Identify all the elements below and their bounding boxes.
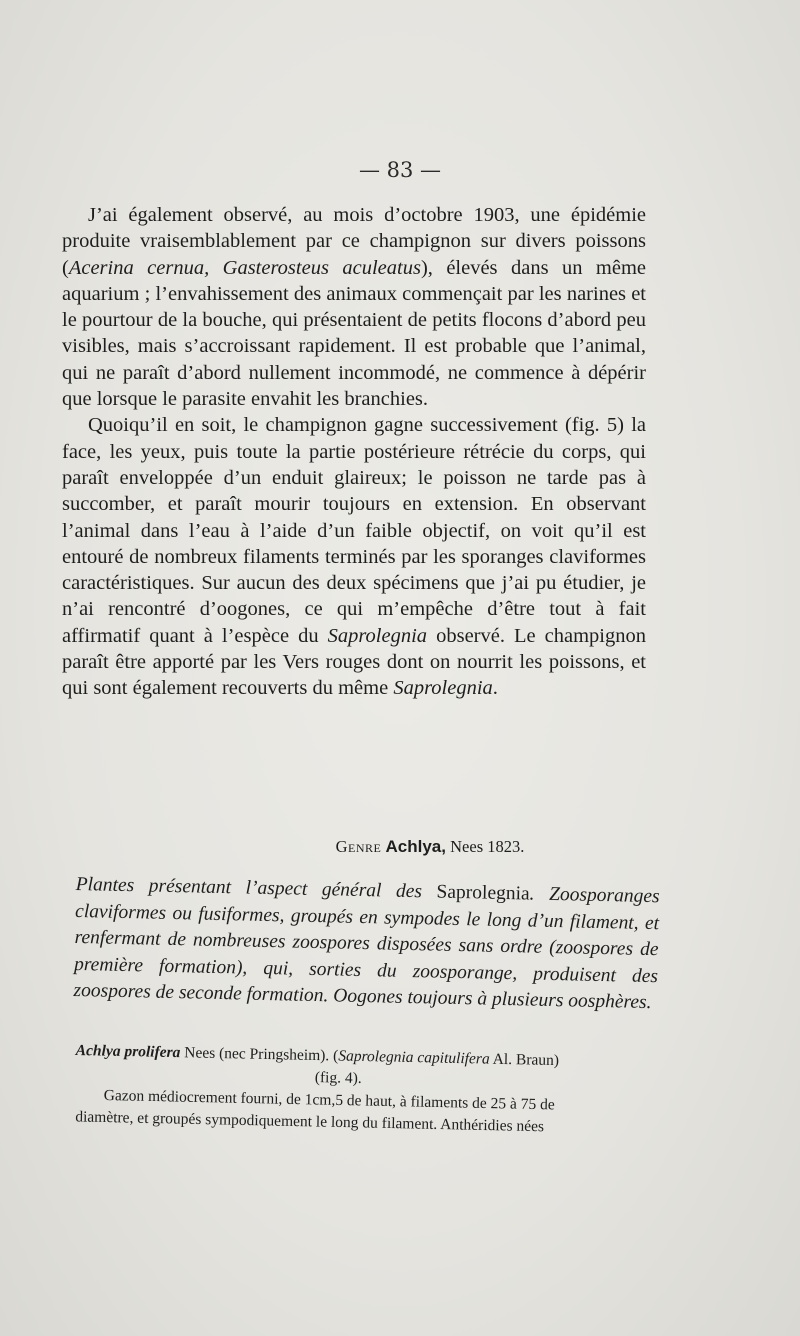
genus-description-b: . Zoosporanges claviformes ou fusiformes, groupés en sympodes le long d’un filament, et renfermant de nombreuses zoospores disposées sans ordre (zoospores de première formation), qui, sorties du zoosporange, produisent des zoospores de seconde formation. Oogones toujours à plusieurs oosphères. bbox=[73, 883, 660, 1014]
genus-description-upright: Saprolegnia bbox=[436, 881, 530, 905]
species-name: Achlya prolifera bbox=[75, 1041, 181, 1062]
genus-description-a: Plantes présentant l’aspect général des bbox=[75, 873, 437, 903]
paragraph-1-species-names: Acerina cernua, Gasterosteus aculeatus bbox=[68, 256, 421, 279]
body-text bbox=[62, 202, 646, 702]
paragraph-1-text-a: J’ai également observé, au mois d’octobre 1903, une épidémie produite vraisemblablement par ce champignon sur divers poissons ( bbox=[62, 204, 646, 279]
paragraph-2-italic-b: Saprolegnia bbox=[393, 677, 493, 700]
genre-label: Genre bbox=[335, 837, 382, 856]
paragraph-2-italic-a: Saprolegnia bbox=[327, 624, 428, 647]
paragraph-2 bbox=[62, 412, 646, 701]
species-synonym: Saprolegnia capitulifera bbox=[338, 1047, 490, 1068]
genre-heading bbox=[0, 837, 800, 857]
species-fig-ref: (fig. 4). bbox=[314, 1069, 362, 1087]
paragraph-1 bbox=[62, 202, 646, 412]
species-description-line-1: Gazon médiocrement fourni, de 1cm,5 de haut, à filaments de 25 à 75 de bbox=[103, 1086, 555, 1114]
species-description-line-2: diamètre, et groupés sympodiquement le long du filament. Anthéridies nées bbox=[75, 1108, 545, 1136]
paragraph-2-text-a: Quoiqu’il en soit, le champignon gagne successivement (fig. 5) la face, les yeux, puis toute la partie postérieure rétrécie du corps, qui paraît enveloppée d’un enduit glaireux; le poisson ne tarde pas à succomber, et paraît mourir toujours en extension. En observant l’animal dans l’eau à l’aide d’un faible objectif, on voit qu’il est entouré de nombreux filaments terminés par les sporanges claviformes caractéristiques. Sur aucun des deux spécimens que j’ai pu étudier, je n’ai rencontré d’oogones, ce qui m’empêche d’être tout à fait affirmatif quant à l’espèce du bbox=[62, 414, 646, 647]
page-number: — 83 — bbox=[358, 158, 442, 182]
species-synonym-author: Al. Braun) bbox=[489, 1050, 560, 1070]
paragraph-2-text-b: observé. Le champignon paraît être apporté par les Vers rouges dont on nourrit les poissons, et qui sont également recouverts du même bbox=[62, 624, 646, 700]
genus-description bbox=[73, 872, 660, 1017]
paragraph-1-text-b: ), élevés dans un même aquarium ; l’envahissement des animaux commençait par les narines et le pourtour de la bouche, qui présentaient de petits flocons d’abord peu visibles, mais s’accroissant rapidement. Il est probable que l’animal, qui ne paraît d’abord nullement incommodé, ne commence à dépérir que lorsque le parasite envahit les branchies. bbox=[62, 256, 646, 411]
genre-author: Nees 1823. bbox=[450, 837, 525, 856]
paragraph-2-text-c: . bbox=[492, 677, 498, 700]
species-authority: Nees (nec Pringsheim). ( bbox=[180, 1044, 339, 1065]
genre-name: Achlya, bbox=[385, 837, 446, 856]
